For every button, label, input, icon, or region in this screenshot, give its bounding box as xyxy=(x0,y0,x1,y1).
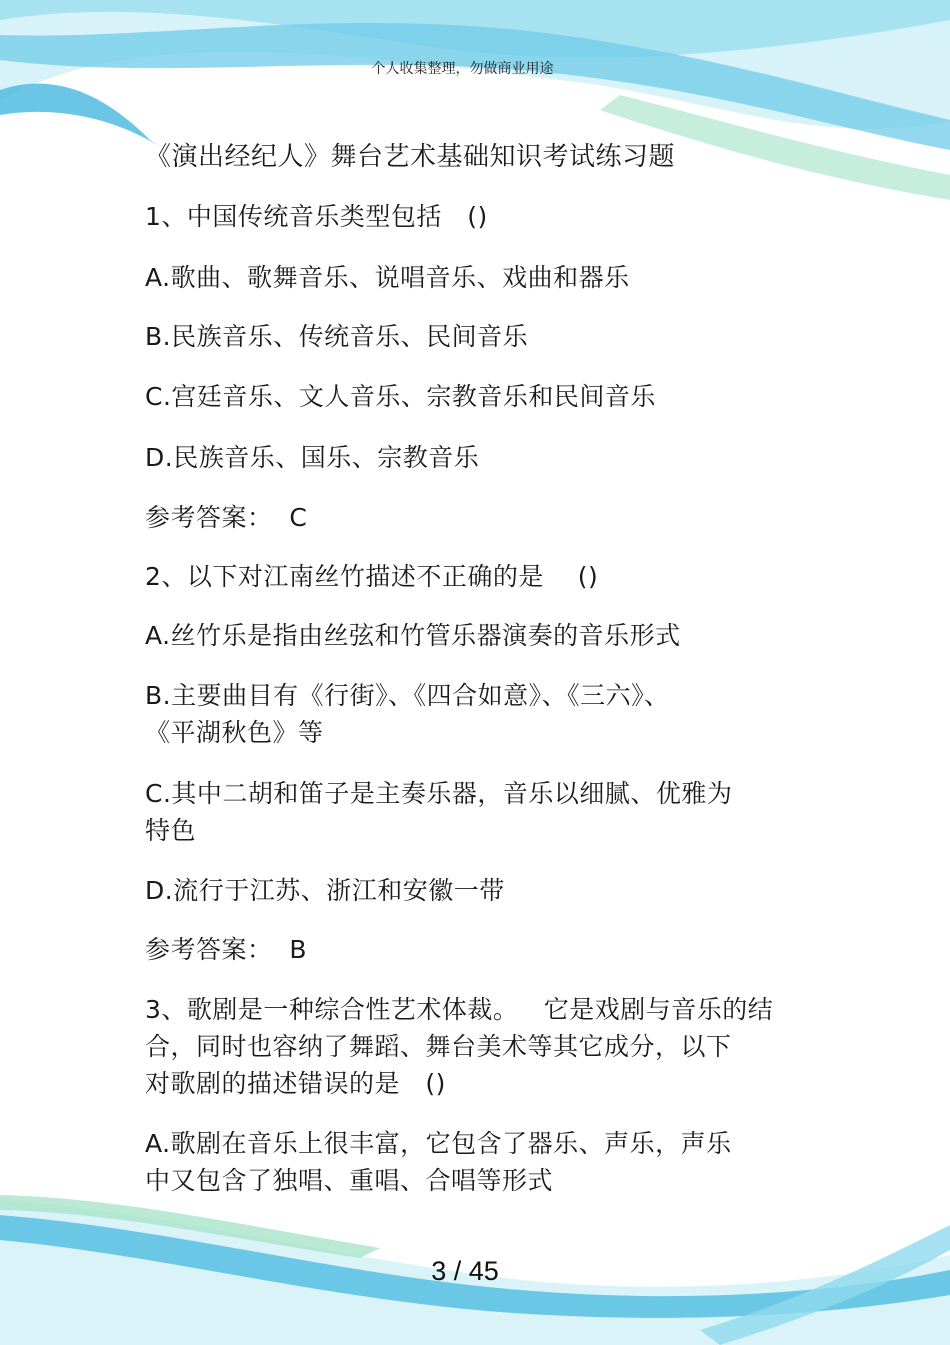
question-1-answer: 参考答案： C xyxy=(145,503,308,532)
question-1: 1、中国传统音乐类型包括 () xyxy=(145,202,488,231)
document-title: 《演出经纪人》舞台艺术基础知识考试练习题 xyxy=(145,142,676,172)
header-note: 个人收集整理，勿做商业用途 xyxy=(371,61,554,77)
question-1-option-c: C.宫廷音乐、文人音乐、宗教音乐和民间音乐 xyxy=(145,382,656,411)
question-2-option-c: C.其中二胡和笛子是主奏乐器，音乐以细腻、优雅为 特色 xyxy=(145,779,733,845)
question-1-option-d: D.民族音乐、国乐、宗教音乐 xyxy=(145,443,480,472)
question-2-option-a: A.丝竹乐是指由丝弦和竹管乐器演奏的音乐形式 xyxy=(145,621,681,650)
question-2-option-b: B.主要曲目有《行街》、《四合如意》、《三六》、 《平湖秋色》等 xyxy=(145,681,670,747)
question-2-answer: 参考答案： B xyxy=(145,935,308,964)
question-3: 3、歌剧是一种综合性艺术体裁。 它是戏剧与音乐的结 合，同时也容纳了舞蹈、舞台美术等其它成分，以下 对歌剧的描述错误的是 () xyxy=(145,995,774,1098)
question-1-option-b: B.民族音乐、传统音乐、民间音乐 xyxy=(145,322,529,351)
page-number: 3 / 45 xyxy=(431,1256,499,1286)
question-3-option-a: A.歌剧在音乐上很丰富，它包含了器乐、声乐，声乐 中又包含了独唱、重唱、合唱等形式 xyxy=(145,1129,732,1195)
question-2: 2、以下对江南丝竹描述不正确的是 () xyxy=(145,562,599,591)
question-1-option-a: A.歌曲、歌舞音乐、说唱音乐、戏曲和器乐 xyxy=(145,263,630,292)
question-2-option-d: D.流行于江苏、浙江和安徽一带 xyxy=(145,876,505,905)
